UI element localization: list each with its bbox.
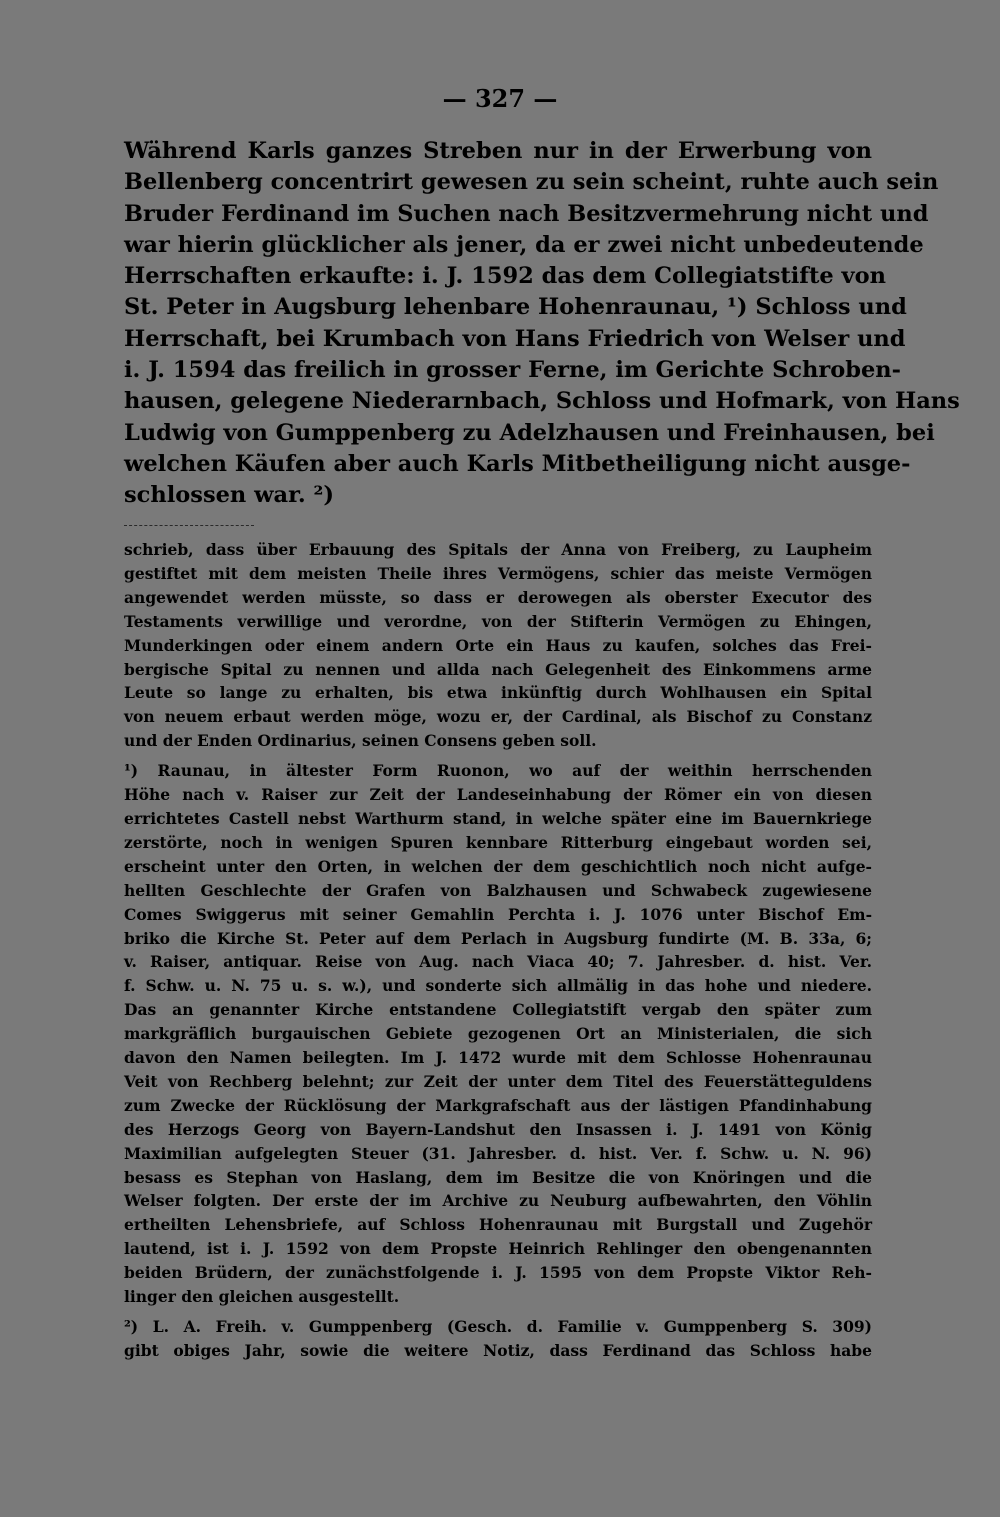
footnote-continued bbox=[124, 538, 872, 753]
text-line: Herrschaft, bei Krumbach von Hans Friedrich von Welser und bbox=[124, 325, 906, 352]
text-line: Ludwig von Gumppenberg zu Adelzhausen und Freinhausen, bei bbox=[124, 419, 935, 446]
footnote-line: von neuem erbaut werden möge, wozu er, der Cardinal, als Bischof zu Constanz bbox=[124, 707, 872, 727]
footnote-line: zerstörte, noch in wenigen Spuren kennbare Ritterburg eingebaut worden sei, bbox=[124, 832, 872, 852]
footnote-line: Comes Swiggerus mit seiner Gemahlin Perchta i. J. 1076 unter Bischof Em- bbox=[124, 904, 872, 924]
footnote-line: errichtetes Castell nebst Warthurm stand, in welche später eine im Bauernkriege bbox=[124, 808, 872, 828]
text-line: war hierin glücklicher als jener, da er zwei nicht unbedeutende bbox=[124, 231, 924, 258]
footnote-line: besass es Stephan von Haslang, dem im Besitze die von Knöringen und die bbox=[124, 1167, 872, 1187]
text-line: i. J. 1594 das freilich in grosser Ferne, im Gerichte Schroben- bbox=[124, 357, 901, 384]
footnote-separator bbox=[124, 525, 254, 526]
text-line: schlossen war. ²) bbox=[124, 482, 335, 509]
footnote-line: angewendet werden müsste, so dass er derowegen als oberster Executor des bbox=[124, 587, 872, 607]
footnote-line: schrieb, dass über Erbauung des Spitals der Anna von Freiberg, zu Laupheim bbox=[124, 540, 872, 559]
footnote-line: und der Enden Ordinarius, seinen Consens geben soll. bbox=[124, 731, 597, 751]
footnote-line: davon den Namen beilegten. Im J. 1472 wurde mit dem Schlosse Hohenraunau bbox=[124, 1048, 872, 1068]
footnote-line: beiden Brüdern, der zunächstfolgende i. J. 1595 von dem Propste Viktor Reh- bbox=[124, 1263, 872, 1283]
footnote-line: Das an genannter Kirche entstandene Collegiatstift vergab den später zum bbox=[124, 1000, 872, 1020]
text-line: Bruder Ferdinand im Suchen nach Besitzvermehrung nicht und bbox=[124, 200, 929, 227]
footnote-line: Munderkingen oder einem andern Orte ein Haus zu kaufen, solches das Frei- bbox=[124, 635, 872, 655]
footnote-line: ²) L. A. Freih. v. Gumppenberg (Gesch. d. Familie v. Gumppenberg S. 309) bbox=[124, 1317, 872, 1336]
main-paragraph bbox=[124, 136, 960, 512]
footnote-line: v. Raiser, antiquar. Reise von Aug. nach Viaca 40; 7. Jahresber. d. hist. Ver. bbox=[124, 952, 872, 972]
footnote-line: Höhe nach v. Raiser zur Zeit der Landeseinhabung der Römer ein von diesen bbox=[124, 785, 872, 805]
footnote-line: hellten Geschlechte der Grafen von Balzhausen und Schwabeck zugewiesene bbox=[124, 880, 872, 900]
text-line: Bellenberg concentrirt gewesen zu sein scheint, ruhte auch sein bbox=[124, 169, 939, 196]
footnote-line: Testaments verwillige und verordne, von der Stifterin Vermögen zu Ehingen, bbox=[124, 611, 872, 631]
footnote-line: Veit von Rechberg belehnt; zur Zeit der unter dem Titel des Feuerstätteguldens bbox=[124, 1071, 872, 1091]
text-line: St. Peter in Augsburg lehenbare Hohenraunau, ¹) Schloss und bbox=[124, 294, 907, 321]
text-line: Während Karls ganzes Streben nur in der Erwerbung von bbox=[124, 138, 872, 164]
footnote-line: Welser folgten. Der erste der im Archive zu Neuburg aufbewahrten, den Vöhlin bbox=[124, 1191, 872, 1211]
footnote-line: gestiftet mit dem meisten Theile ihres Vermögens, schier das meiste Vermögen bbox=[124, 563, 872, 583]
footnote-line: briko die Kirche St. Peter auf dem Perlach in Augsburg fundirte (M. B. 33a, 6; bbox=[124, 928, 872, 948]
footnote-line: bergische Spital zu nennen und allda nach Gelegenheit des Einkommens arme bbox=[124, 659, 872, 679]
footnote-line: des Herzogs Georg von Bayern-Landshut den Insassen i. J. 1491 von König bbox=[124, 1119, 872, 1139]
footnote-line: linger den gleichen ausgestellt. bbox=[124, 1287, 400, 1307]
page-number: — 327 — bbox=[442, 84, 558, 113]
footnote-line: zum Zwecke der Rücklösung der Markgrafschaft aus der lästigen Pfandinhabung bbox=[124, 1095, 872, 1115]
footnote-1 bbox=[124, 759, 872, 1309]
text-line: Herrschaften erkaufte: i. J. 1592 das dem Collegiatstifte von bbox=[124, 263, 886, 290]
footnote-line: f. Schw. u. N. 75 u. s. w.), und sonderte sich allmälig in das hohe und niedere. bbox=[124, 976, 872, 996]
footnote-line: lautend, ist i. J. 1592 von dem Propste Heinrich Rehlinger den obengenannten bbox=[124, 1239, 872, 1259]
footnote-line: Leute so lange zu erhalten, bis etwa inkünftig durch Wohlhausen ein Spital bbox=[124, 683, 872, 703]
footnote-line: gibt obiges Jahr, sowie die weitere Notiz, dass Ferdinand das Schloss habe bbox=[124, 1340, 872, 1360]
footnote-line: ¹) Raunau, in ältester Form Ruonon, wo auf der weithin herrschenden bbox=[124, 761, 872, 781]
footnotes bbox=[124, 538, 872, 1363]
footnote-line: Maximilian aufgelegten Steuer (31. Jahresber. d. hist. Ver. f. Schw. u. N. 96) bbox=[124, 1143, 872, 1163]
footnote-2 bbox=[124, 1315, 872, 1363]
text-line: hausen, gelegene Niederarnbach, Schloss und Hofmark, von Hans bbox=[124, 388, 960, 415]
footnote-line: erscheint unter den Orten, in welchen der dem geschichtlich noch nicht aufge- bbox=[124, 856, 872, 876]
footnote-line: ertheilten Lehensbriefe, auf Schloss Hohenraunau mit Burgstall und Zugehör bbox=[124, 1215, 872, 1235]
footnote-line: markgräflich burgauischen Gebiete gezogenen Ort an Ministerialen, die sich bbox=[124, 1024, 872, 1044]
text-line: welchen Käufen aber auch Karls Mitbetheiligung nicht ausge- bbox=[124, 450, 911, 477]
